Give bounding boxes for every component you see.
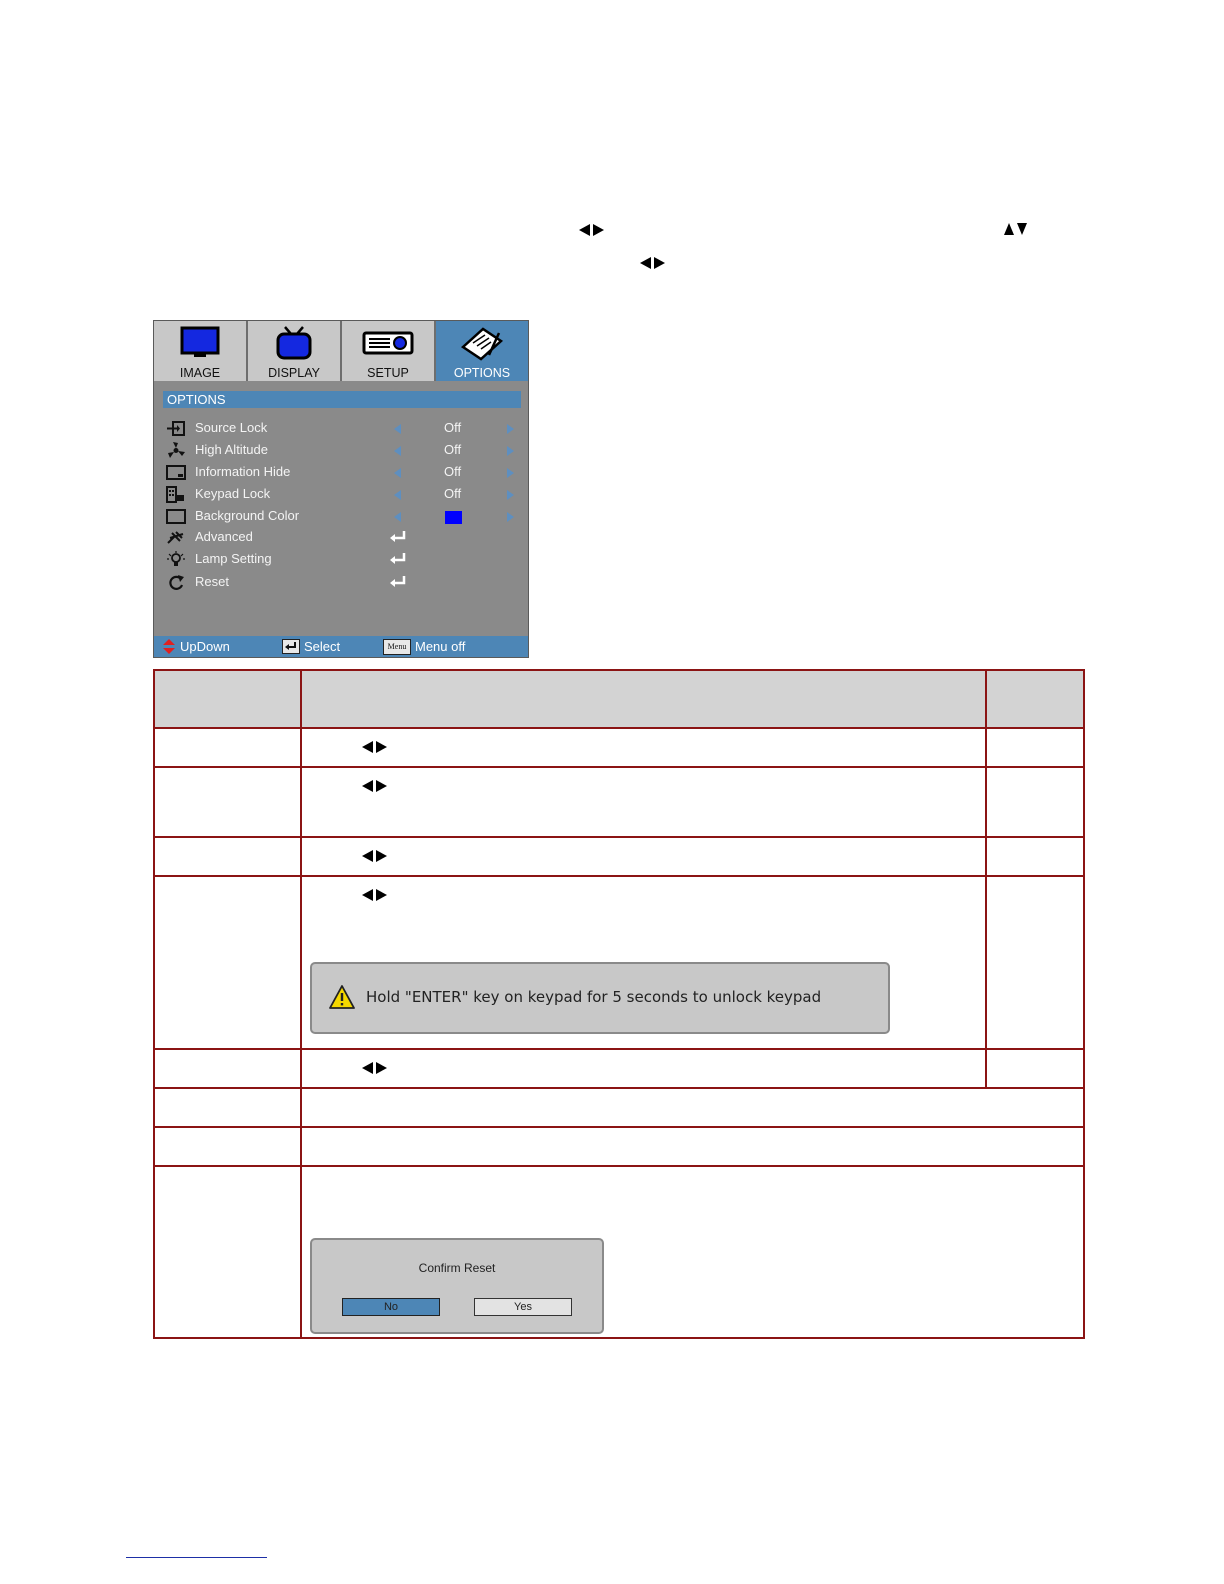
tab-image[interactable] — [154, 321, 248, 381]
table-row-description-cell — [300, 836, 987, 877]
warning-text: Hold "ENTER" key on keypad for 5 seconds to unlock keypad — [366, 988, 822, 1006]
tab-options[interactable] — [436, 321, 528, 381]
menu-item-label: Background Color — [195, 508, 300, 523]
monitor-icon — [179, 325, 221, 359]
keypad-unlock-warning — [310, 962, 890, 1034]
header-cell-item — [153, 669, 302, 729]
table-row-default-cell — [985, 727, 1085, 768]
table-row-default-cell — [985, 875, 1085, 1050]
table-row-label-cell — [153, 1126, 302, 1167]
confirm-reset-title: Confirm Reset — [418, 1261, 496, 1275]
right-arrow-icon[interactable] — [507, 490, 514, 500]
projector-icon — [362, 325, 414, 357]
background-color-swatch — [445, 511, 462, 524]
fan-icon — [166, 442, 186, 459]
table-row-label-cell — [153, 875, 302, 1050]
left-right-arrows-icon — [640, 257, 665, 269]
menu-item-keypad-lock[interactable] — [166, 485, 518, 505]
table-row-default-cell — [985, 836, 1085, 877]
osd-section-title: OPTIONS — [163, 391, 521, 408]
tab-label: DISPLAY — [268, 366, 320, 380]
tab-setup[interactable] — [342, 321, 436, 381]
tv-icon — [273, 325, 315, 361]
enter-icon — [389, 552, 407, 566]
menu-item-label: Information Hide — [195, 464, 291, 479]
left-right-arrows-icon — [362, 850, 387, 862]
keypad-icon — [166, 486, 186, 503]
table-row-label-cell — [153, 727, 302, 768]
menu-item-advanced[interactable] — [166, 528, 518, 548]
menu-item-lamp-setting[interactable] — [166, 550, 518, 570]
menu-item-reset[interactable] — [166, 573, 518, 593]
tab-label: OPTIONS — [453, 366, 511, 380]
header-cell-description — [300, 669, 987, 729]
table-row-label-cell — [153, 766, 302, 838]
left-arrow-icon[interactable] — [394, 512, 401, 522]
tab-label: IMAGE — [179, 366, 221, 380]
menu-item-background-color[interactable] — [166, 507, 518, 527]
table-row-description-cell — [300, 766, 987, 838]
background-icon — [166, 508, 186, 525]
menu-item-value: Off — [444, 464, 462, 479]
menu-item-value: Off — [444, 486, 462, 501]
menu-item-value: Off — [444, 420, 462, 435]
table-row-label-cell — [153, 1048, 302, 1089]
right-arrow-icon[interactable] — [507, 424, 514, 434]
left-arrow-icon[interactable] — [394, 490, 401, 500]
table-row-description-cell — [300, 727, 987, 768]
menu-item-label: Reset — [195, 574, 229, 589]
left-right-arrows-icon — [579, 224, 604, 236]
table-row-description-cell — [300, 1048, 987, 1089]
menu-item-label: Advanced — [195, 529, 253, 544]
enter-icon — [389, 530, 407, 544]
table-row-description-cell — [300, 1087, 1085, 1128]
left-arrow-icon[interactable] — [394, 424, 401, 434]
table-row-label-cell — [153, 836, 302, 877]
lamp-icon — [166, 551, 186, 568]
left-right-arrows-icon — [362, 889, 387, 901]
osd-tab-bar — [154, 321, 528, 381]
right-arrow-icon[interactable] — [507, 468, 514, 478]
left-arrow-icon[interactable] — [394, 446, 401, 456]
footer-menu-off-label: Menu off — [415, 639, 466, 654]
menu-item-source-lock[interactable] — [166, 419, 518, 439]
left-arrow-icon[interactable] — [394, 468, 401, 478]
info-hide-icon — [166, 464, 186, 481]
menu-key-icon: Menu — [383, 639, 411, 655]
table-row-label-cell — [153, 1087, 302, 1128]
right-arrow-icon[interactable] — [507, 446, 514, 456]
menu-item-label: Keypad Lock — [195, 486, 271, 501]
menu-item-high-altitude[interactable] — [166, 441, 518, 461]
up-down-icon — [163, 639, 175, 654]
left-right-arrows-icon — [362, 780, 387, 792]
no-button[interactable]: No — [342, 1298, 440, 1316]
confirm-reset-dialog — [310, 1238, 604, 1334]
table-row-label-cell — [153, 1165, 302, 1339]
yes-button[interactable]: Yes — [474, 1298, 572, 1316]
left-right-arrows-icon — [362, 1062, 387, 1074]
footer-link-underline[interactable] — [126, 1557, 267, 1558]
enter-icon — [389, 575, 407, 589]
table-row-description-cell — [300, 1126, 1085, 1167]
osd-footer — [154, 636, 528, 657]
menu-item-value: Off — [444, 442, 462, 457]
notepad-icon — [459, 325, 505, 361]
tab-label: SETUP — [367, 366, 409, 380]
table-row-default-cell — [985, 1048, 1085, 1089]
source-icon — [166, 420, 186, 437]
menu-item-label: High Altitude — [195, 442, 268, 457]
menu-item-information-hide[interactable] — [166, 463, 518, 483]
tab-display[interactable] — [248, 321, 342, 381]
table-row-default-cell — [985, 766, 1085, 838]
osd-menu — [153, 320, 529, 658]
left-right-arrows-icon — [362, 741, 387, 753]
right-arrow-icon[interactable] — [507, 512, 514, 522]
enter-key-icon — [282, 639, 300, 654]
up-down-arrows-icon — [1004, 223, 1027, 235]
footer-updown-label: UpDown — [180, 639, 230, 654]
advanced-icon — [166, 529, 186, 546]
reset-icon — [166, 574, 186, 591]
menu-item-label: Lamp Setting — [195, 551, 272, 566]
footer-select-label: Select — [304, 639, 341, 654]
menu-item-label: Source Lock — [195, 420, 268, 435]
header-cell-default — [985, 669, 1085, 729]
warning-icon — [329, 985, 355, 1009]
